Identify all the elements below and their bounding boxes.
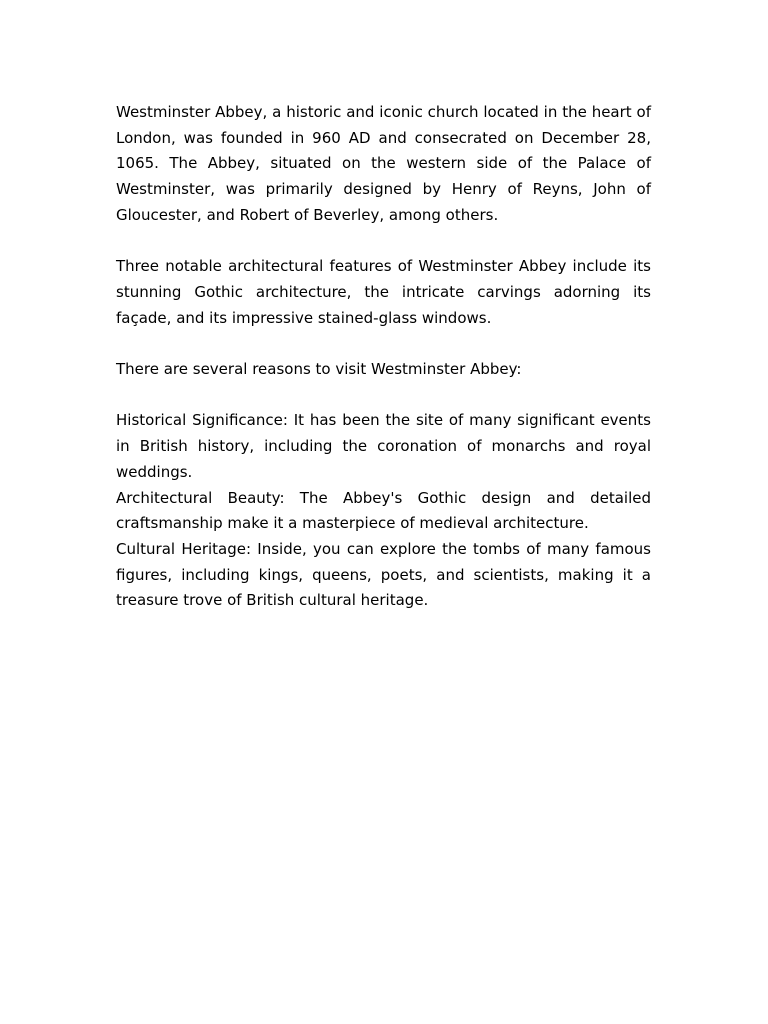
reason-architectural-beauty: Architectural Beauty: The Abbey's Gothic design and detailed craftsmanship make it a masterpiece of medieval architecture. xyxy=(116,488,651,533)
reasons-intro-paragraph: There are several reasons to visit Westminster Abbey: xyxy=(116,360,522,378)
intro-paragraph: Westminster Abbey, a historic and iconic church located in the heart of London, was founded in 960 AD and consecrated on December 28, 1065. The Abbey, situated on the western side of the Palace of Westminster, was primarily designed by Henry of Reyns, John of Gloucester, and Robert of Beverley, among others. xyxy=(116,103,651,224)
reason-cultural-heritage: Cultural Heritage: Inside, you can explore the tombs of many famous figures, including kings, queens, poets, and scientists, making it a treasure trove of British cultural heritage. xyxy=(116,539,651,610)
paragraph-spacer xyxy=(116,229,651,255)
document-body xyxy=(116,100,651,614)
paragraph-spacer xyxy=(116,331,651,357)
paragraph-spacer xyxy=(116,383,651,409)
architecture-paragraph: Three notable architectural features of Westminster Abbey include its stunning Gothic architecture, the intricate carvings adorning its façade, and its impressive stained-glass windows. xyxy=(116,257,651,327)
reason-historical-significance: Historical Significance: It has been the site of many significant events in British history, including the coronation of monarchs and royal weddings. xyxy=(116,411,651,481)
reasons-list xyxy=(116,408,651,614)
